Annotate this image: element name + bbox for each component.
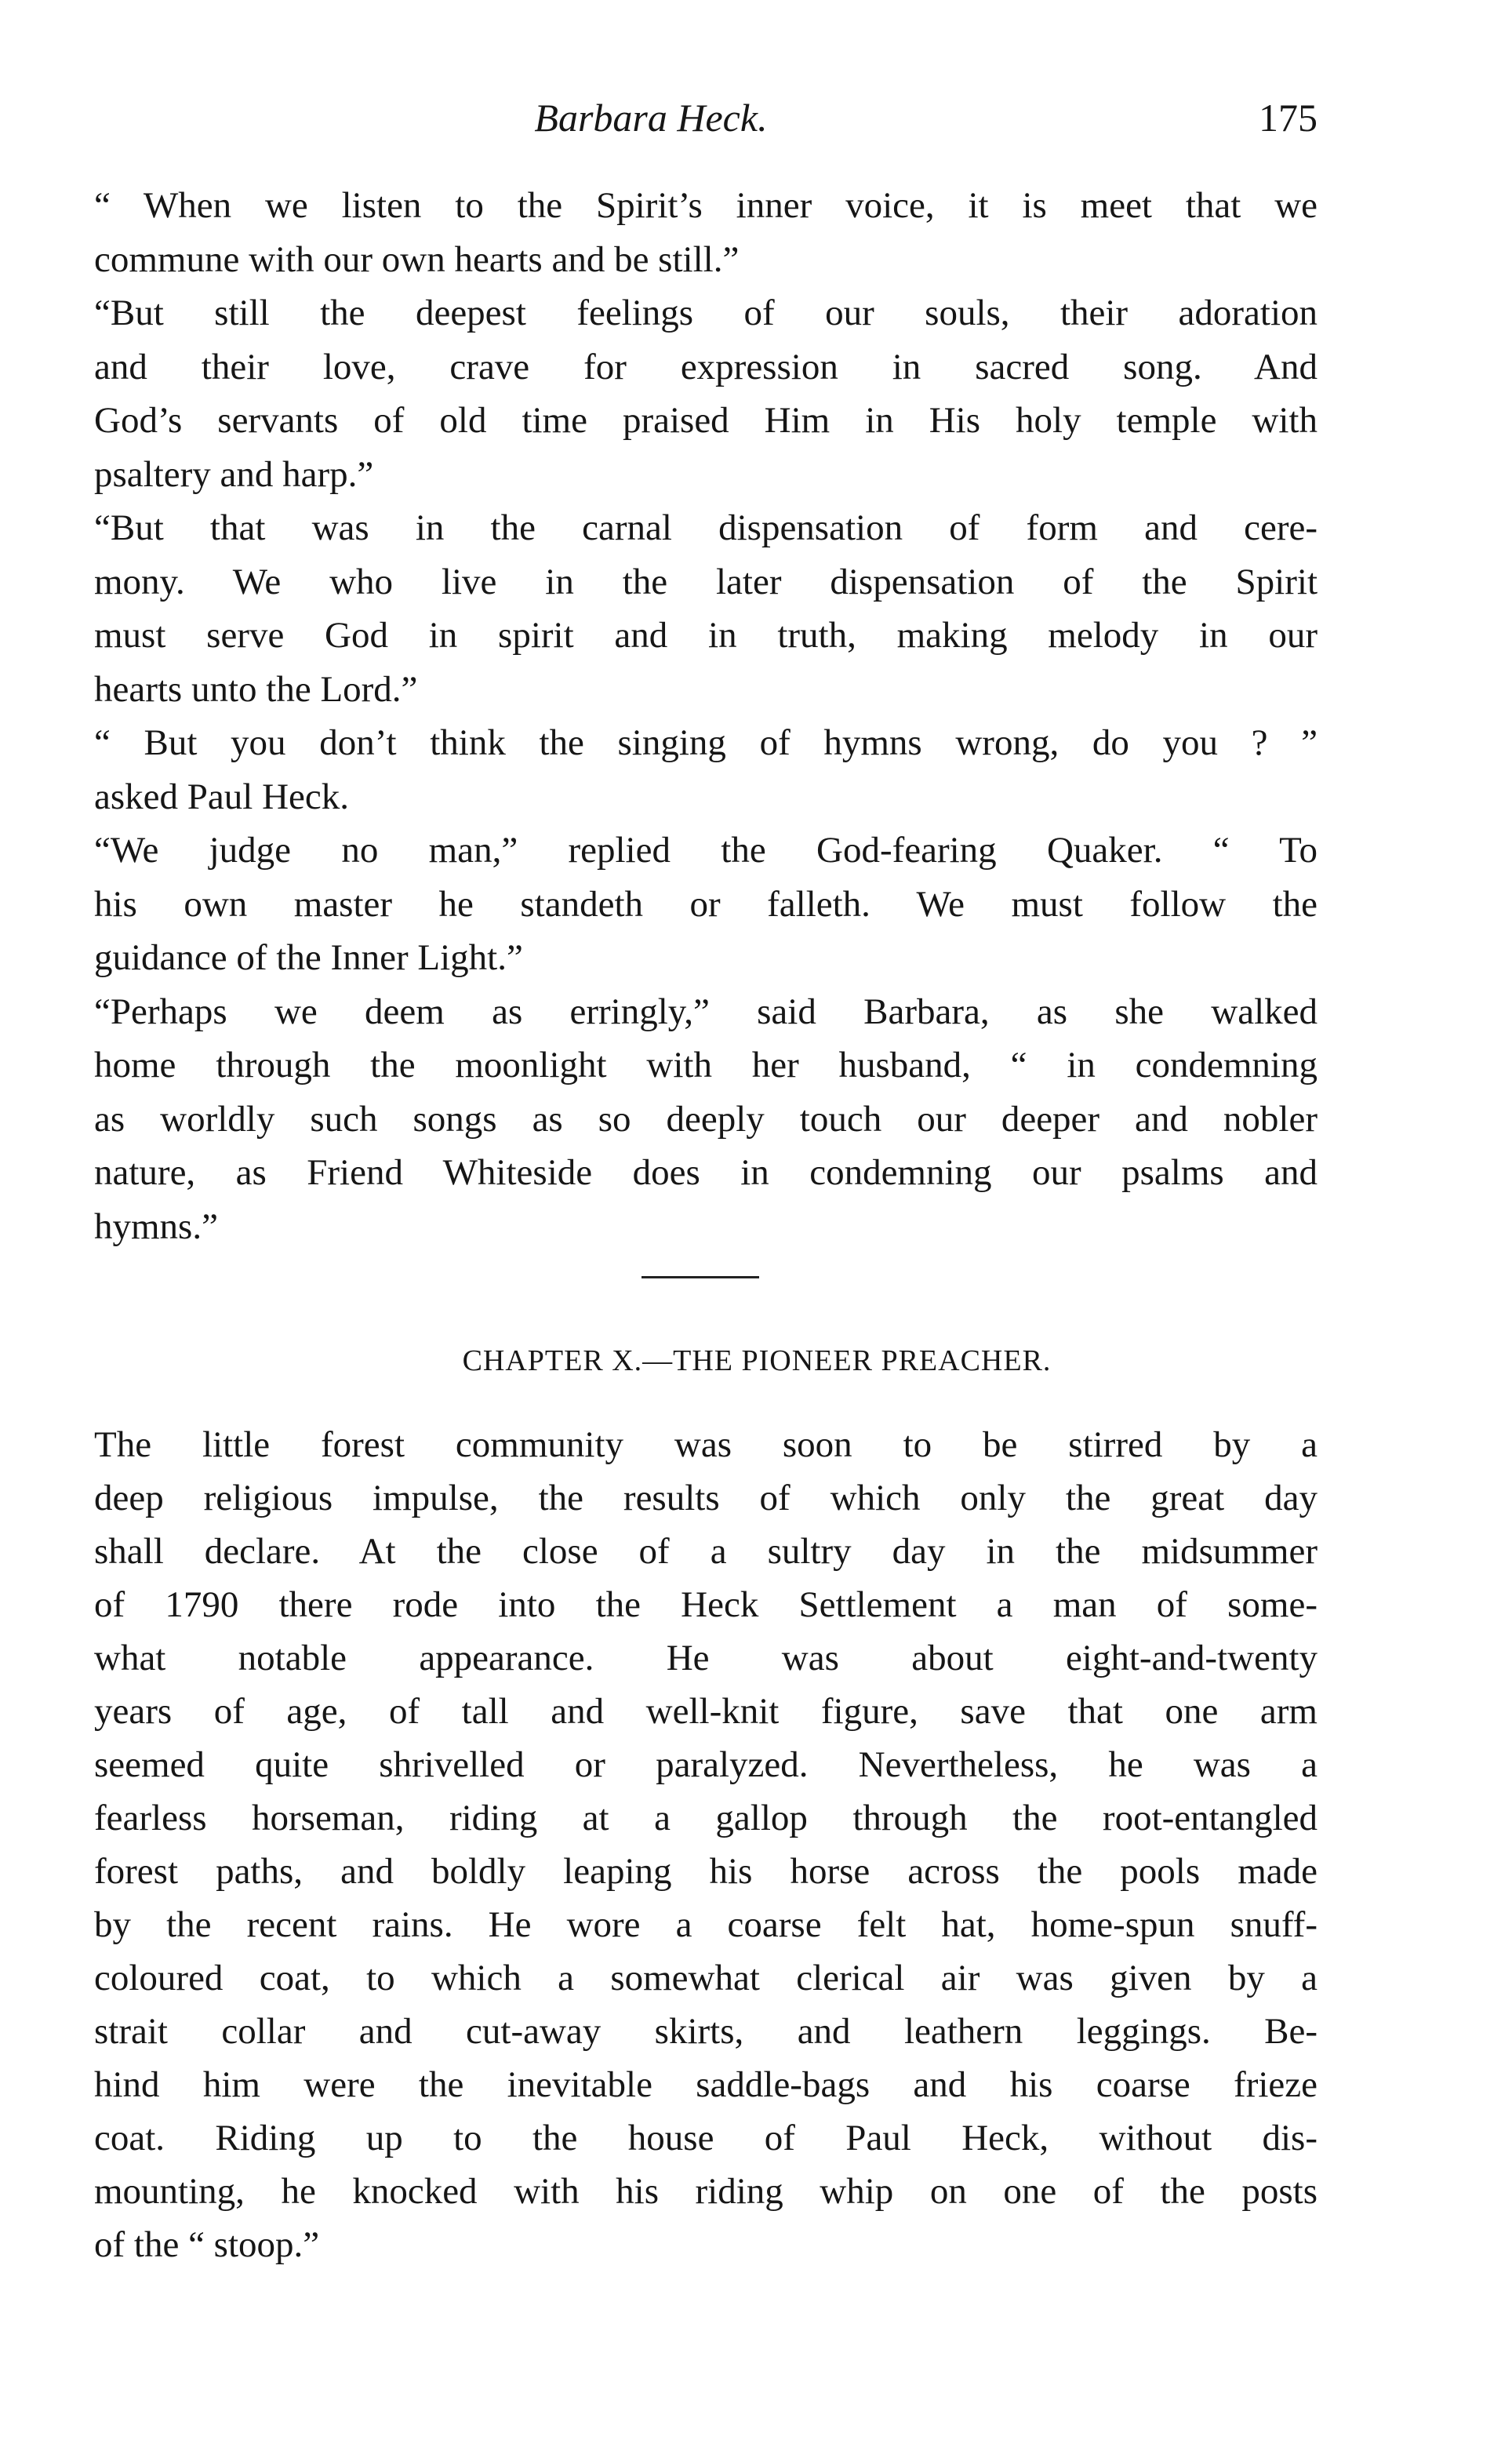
text-line: years of age, of tall and well-knit figure, save that one arm: [94, 1691, 1318, 1732]
text-line: hind him were the inevitable saddle-bags and his coarse frieze: [94, 2064, 1318, 2105]
paragraph-6: [94, 985, 1318, 1254]
text-line: guidance of the Inner Light.”: [94, 937, 523, 978]
running-title: Barbara Heck.: [534, 96, 768, 140]
text-line: his own master he standeth or falleth. We must follow the: [94, 883, 1318, 925]
text-line: “But still the deepest feelings of our souls, their adoration: [94, 293, 1318, 333]
text-line: must serve God in spirit and in truth, making melody in our: [94, 615, 1318, 656]
page-header: [94, 86, 1318, 149]
text-line: psaltery and harp.”: [94, 453, 374, 495]
text-line: The little forest community was soon to be stirred by a: [94, 1424, 1318, 1465]
text-line: hearts unto the Lord.”: [94, 668, 418, 710]
text-line: “We judge no man,” replied the God-fearing Quaker. “ To: [94, 830, 1318, 871]
chapter-heading: CHAPTER X.—THE PIONEER PREACHER.: [462, 1344, 1052, 1377]
text-line: strait collar and cut-away skirts, and leathern leggings. Be-: [94, 2011, 1318, 2052]
text-line: hymns.”: [94, 1205, 218, 1247]
text-line: mony. We who live in the later dispensation of the Spirit: [94, 561, 1318, 602]
text-line: nature, as Friend Whiteside does in condemning our psalms and: [94, 1152, 1318, 1193]
text-line: what notable appearance. He was about eight-and-twenty: [94, 1638, 1318, 1678]
text-line: coat. Riding up to the house of Paul Heck, without dis-: [94, 2118, 1318, 2158]
paragraph-5: [94, 824, 1318, 985]
text-line: asked Paul Heck.: [94, 776, 349, 817]
text-line: God’s servants of old time praised Him in His holy temple with: [94, 400, 1318, 441]
paragraph-4: [94, 716, 1318, 824]
text-line: “ But you don’t think the singing of hymns wrong, do you ? ”: [94, 722, 1318, 763]
text-line: coloured coat, to which a somewhat clerical air was given by a: [94, 1958, 1318, 1998]
text-line: of 1790 there rode into the Heck Settlement a man of some-: [94, 1584, 1318, 1625]
chapter-body: [94, 1418, 1318, 2271]
text-line: home through the moonlight with her husband, “ in condemning: [94, 1045, 1318, 1085]
dialogue-section: [94, 179, 1318, 1253]
text-line: seemed quite shrivelled or paralyzed. Nevertheless, he was a: [94, 1744, 1318, 1785]
text-line: fearless horseman, riding at a gallop through the root-entangled: [94, 1798, 1318, 1838]
paragraph-1: [94, 179, 1318, 286]
text-line: commune with our own hearts and be still.”: [94, 238, 740, 280]
chapter-paragraph: [94, 1418, 1318, 2271]
text-line: “But that was in the carnal dispensation of form and cere-: [94, 507, 1318, 548]
section-divider: [642, 1276, 759, 1278]
paragraph-2: [94, 286, 1318, 501]
text-line: by the recent rains. He wore a coarse felt hat, home-spun snuff-: [94, 1904, 1318, 1945]
text-line: “ When we listen to the Spirit’s inner voice, it is meet that we: [94, 185, 1318, 226]
text-line: shall declare. At the close of a sultry day in the midsummer: [94, 1531, 1318, 1572]
text-line: “Perhaps we deem as erringly,” said Barbara, as she walked: [94, 991, 1318, 1032]
text-line: mounting, he knocked with his riding whip on one of the posts: [94, 2171, 1318, 2212]
text-line: forest paths, and boldly leaping his horse across the pools made: [94, 1851, 1318, 1892]
paragraph-3: [94, 501, 1318, 716]
text-line: as worldly such songs as so deeply touch our deeper and nobler: [94, 1098, 1318, 1140]
page-number: 175: [1259, 96, 1318, 140]
text-line: and their love, crave for expression in sacred song. And: [94, 346, 1318, 387]
text-line: deep religious impulse, the results of which only the great day: [94, 1478, 1318, 1518]
text-line: of the “ stoop.”: [94, 2224, 320, 2265]
